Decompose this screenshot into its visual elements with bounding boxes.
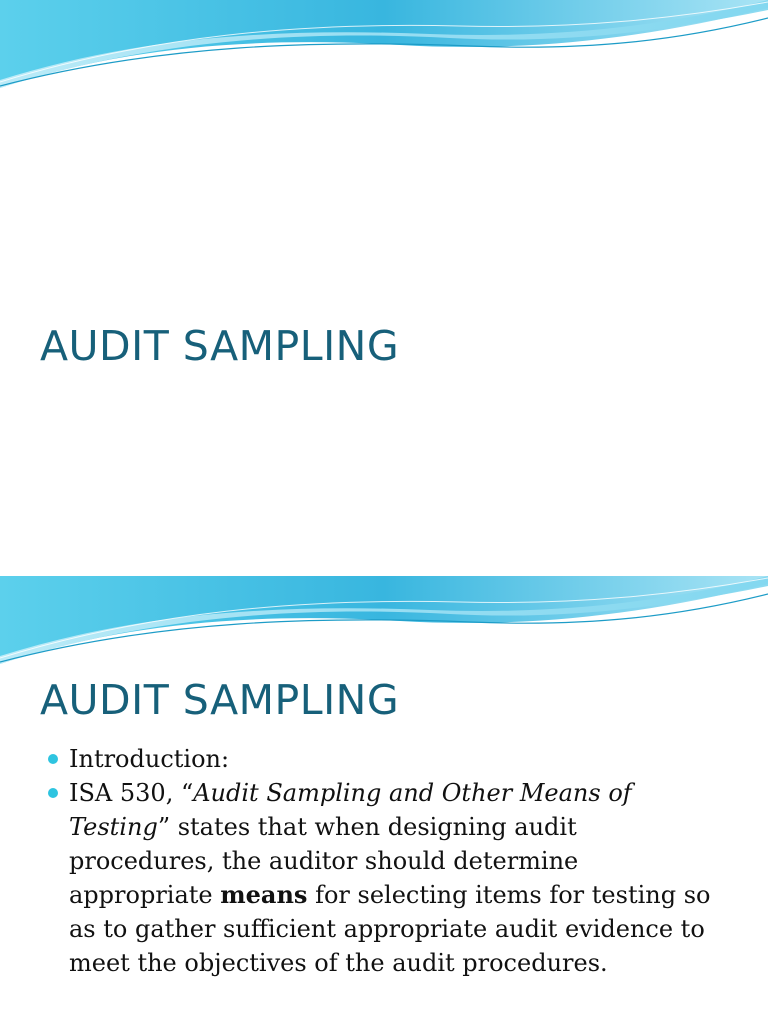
slide-content <box>0 576 768 1024</box>
bullet-list <box>48 742 728 980</box>
bullet-text-rest: for selecting items for testing so as to gather sufficient appropriate audit evidence to meet the objectives of the audit procedures. <box>69 881 711 977</box>
bullet-text-isa-prefix: ISA 530, “ <box>69 779 194 807</box>
wave-header-decoration <box>0 576 768 686</box>
slide-title-heading: AUDIT SAMPLING <box>40 322 400 370</box>
bullet-dot-icon <box>48 754 58 764</box>
bullet-text: Introduction: <box>69 745 230 773</box>
slide-heading: AUDIT SAMPLING <box>40 676 400 724</box>
bullet-item-introduction <box>48 742 728 776</box>
wave-header-decoration <box>0 0 768 110</box>
closing-quote: ” <box>157 813 171 841</box>
bullet-text-body: states that when designing audit procedures, the auditor should determine appropriate <box>69 813 579 909</box>
bullet-dot-icon <box>48 788 58 798</box>
emphasis-means: means <box>220 880 308 909</box>
bullet-item-isa-530 <box>48 776 728 980</box>
standard-title-italic: Audit Sampling and Other Means of Testing <box>69 779 632 841</box>
